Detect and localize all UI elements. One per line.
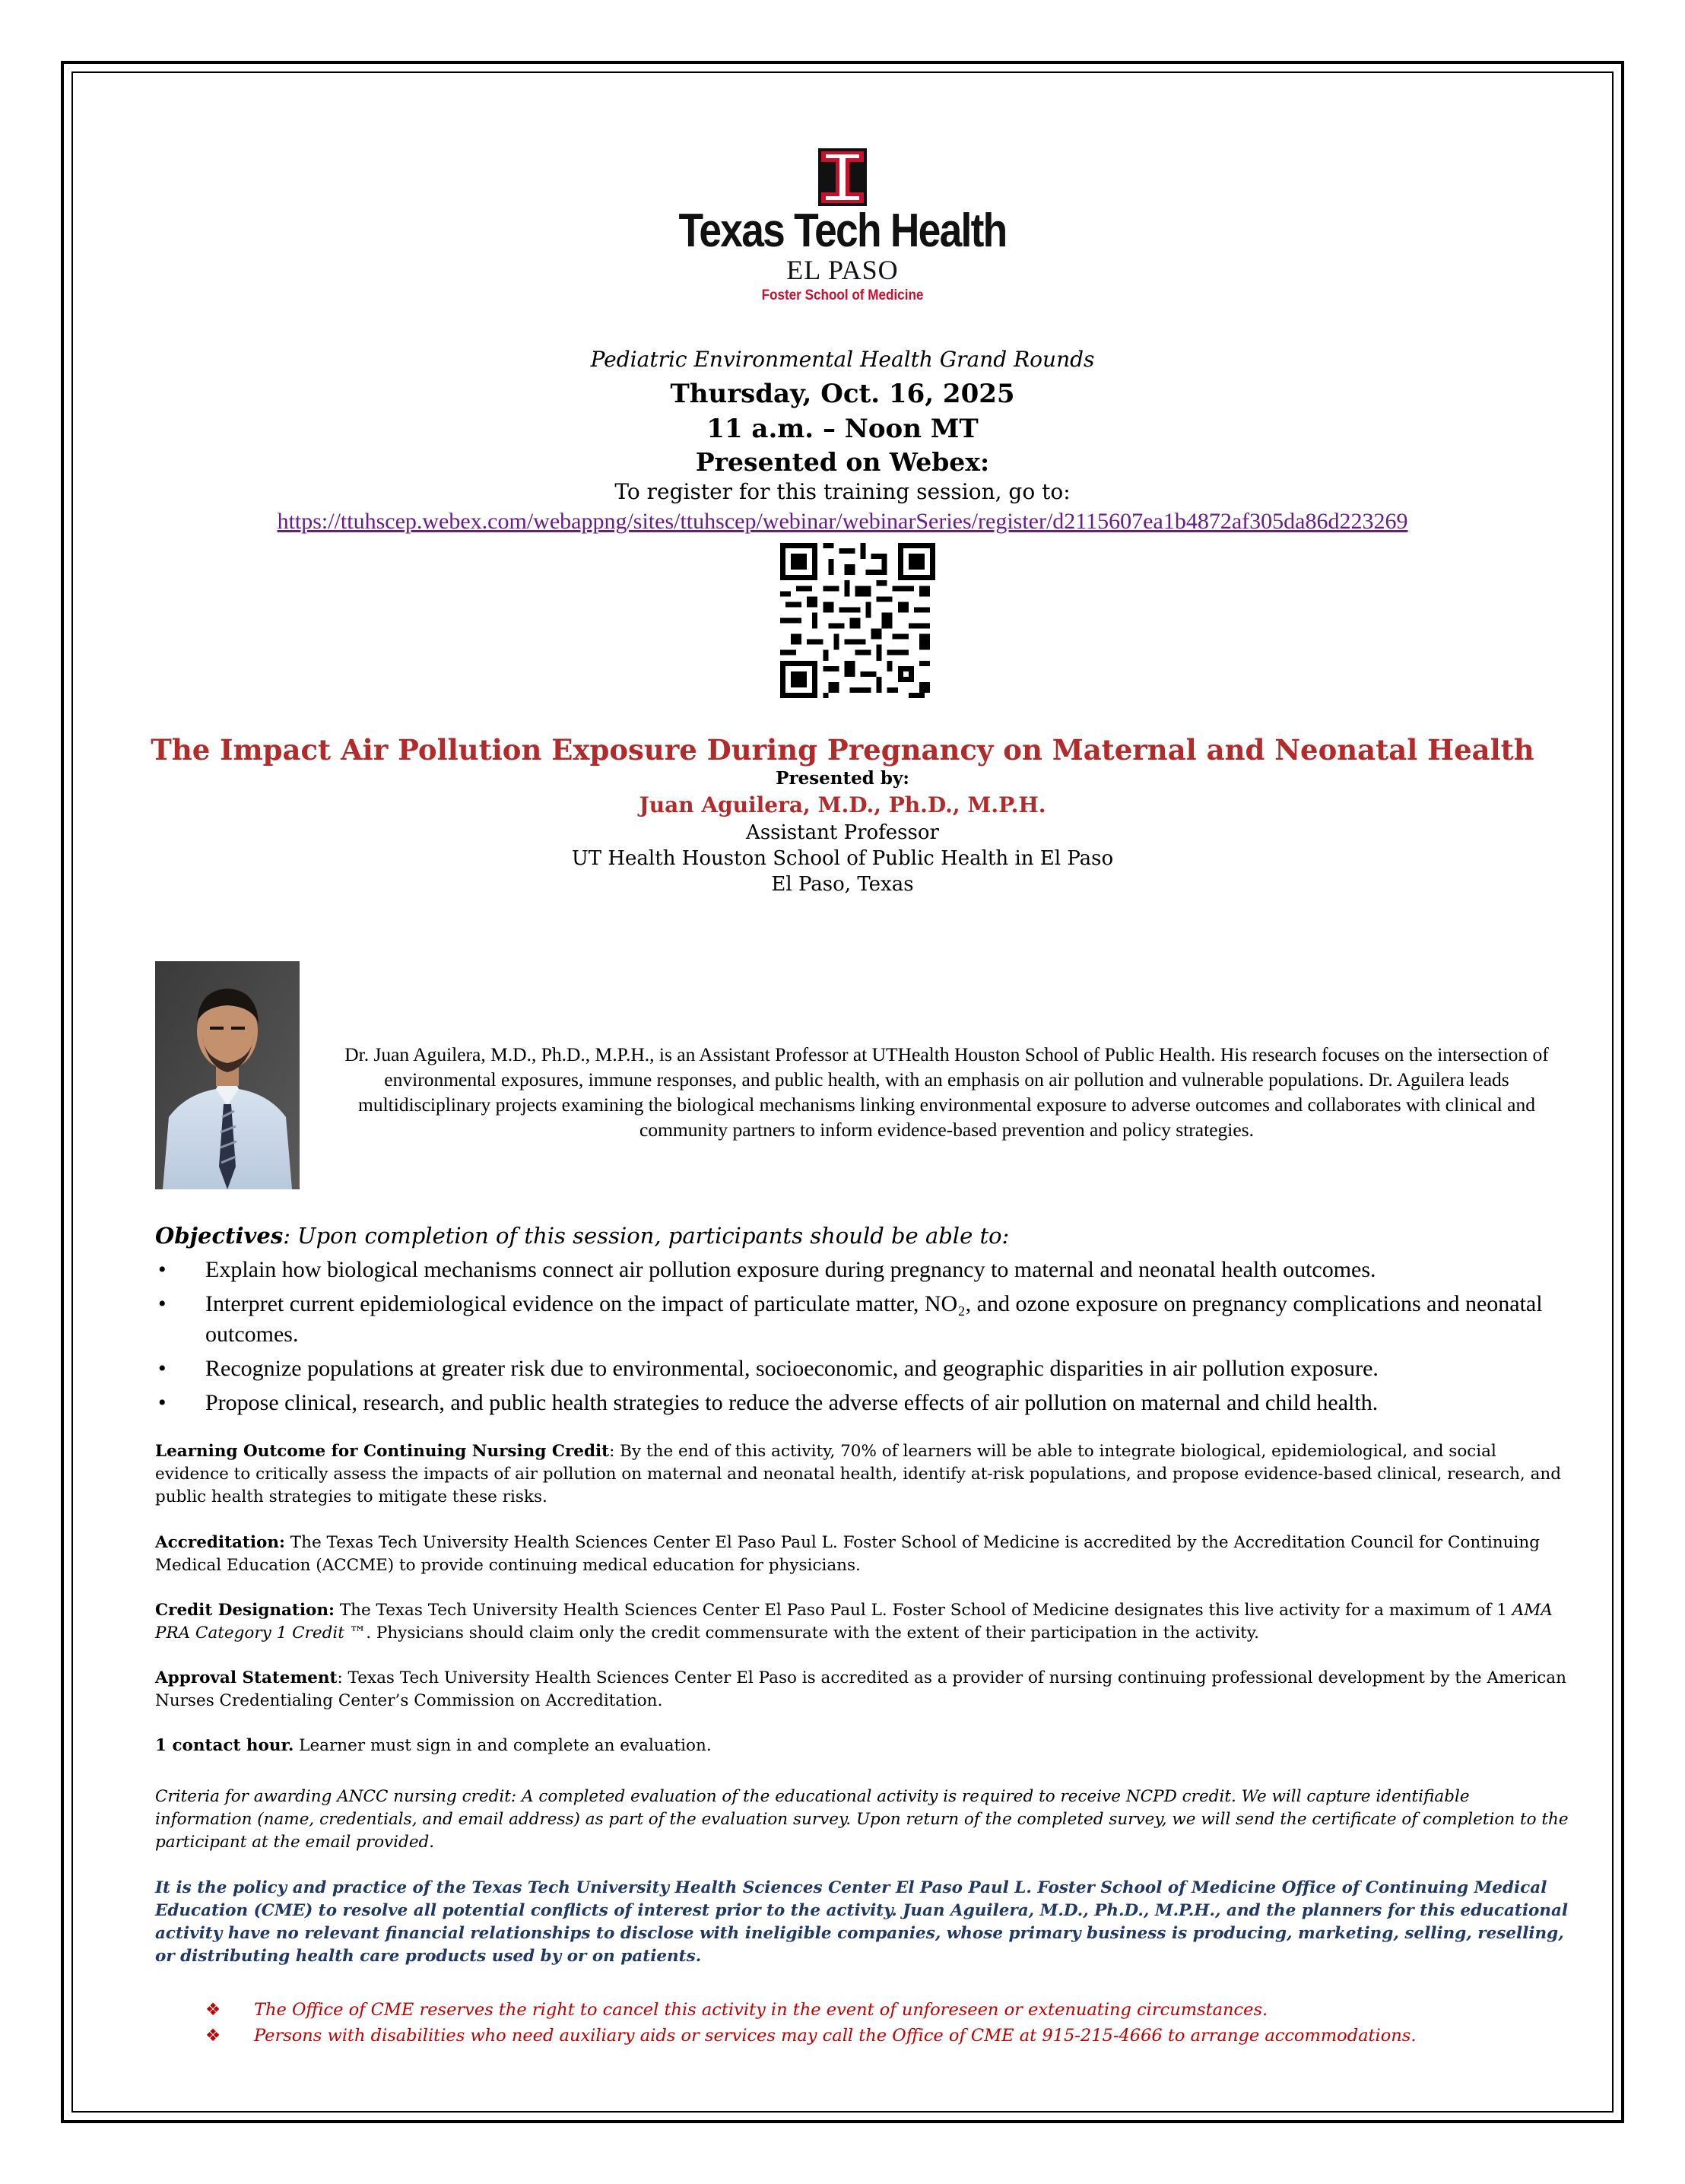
objective-item xyxy=(155,1255,1577,1285)
event-date: Thursday, Oct. 16, 2025 xyxy=(670,379,1015,409)
accreditation xyxy=(155,1532,1569,1577)
speaker-photo xyxy=(155,961,300,1189)
notices-list xyxy=(205,1997,1574,2049)
talk-title: The Impact Air Pollution Exposure During Pregnancy on Maternal and Neonatal Health xyxy=(151,733,1534,767)
objectives-intro: : Upon completion of this session, participants should be able to: xyxy=(283,1223,1010,1249)
logo-campus: EL PASO xyxy=(786,255,899,285)
contact-hour xyxy=(155,1735,1569,1757)
register-instructions: To register for this training session, go to: xyxy=(614,479,1071,504)
credit-text-after: . Physicians should claim only the credit commensurate with the extent of their participation in the activity. xyxy=(366,1624,1259,1643)
bullet-icon: • xyxy=(158,1390,167,1415)
notice-item xyxy=(205,1997,1574,2023)
diamond-bullet-icon: ❖ xyxy=(205,2000,221,2020)
event-time: 11 a.m. – Noon MT xyxy=(706,414,979,444)
conflict-of-interest-policy: It is the policy and practice of the Texas Tech University Health Sciences Center El Paso Paul L. Foster School of Medicine Office of Continuing Medical Education (CME) to resolve all potential conflicts of interest prior to the activity. Juan Aguilera, M.D., Ph.D., M.P.H., and the planners for this educational activity have no relevant financial relationships to disclose with ineligible companies, whose primary business is producing, marketing, selling, reselling, or distributing health care products used by or on patients. xyxy=(155,1878,1569,1966)
speaker-name: Juan Aguilera, M.D., Ph.D., M.P.H. xyxy=(639,792,1046,817)
objectives-heading xyxy=(155,1223,1600,1249)
approval-statement xyxy=(155,1667,1569,1713)
objective-item xyxy=(155,1354,1577,1384)
register-link[interactable]: https://ttuhscep.webex.com/webappng/sites/ttuhscep/webinar/webinarSeries/register/d2115607ea1b4872af305da86d223269 xyxy=(277,509,1408,534)
event-platform: Presented on Webex: xyxy=(695,447,990,477)
speaker-location: El Paso, Texas xyxy=(771,873,914,896)
credit-name: AMA PRA Category 1 Credit ™ xyxy=(155,1601,1553,1643)
credit-text-before: The Texas Tech University Health Sciences Center El Paso Paul L. Foster School of Medicine designates this live activity for a maximum of 1 xyxy=(334,1601,1512,1620)
contact-text: Learner must sign in and complete an evaluation. xyxy=(294,1736,712,1755)
nursing-credit-criteria: Criteria for awarding ANCC nursing credit: A completed evaluation of the educational activity is required to receive NCPD credit. We will capture identifiable information (name, credentials, and email address) as part of the evaluation survey. Upon return of the completed survey, we will send the certificate of completion to the participant at the email provided. xyxy=(155,1787,1569,1852)
accreditation-text: The Texas Tech University Health Sciences Center El Paso Paul L. Foster School of Medicine is accredited by the Accreditation Council for Continuing Medical Education (ACCME) to provide continuing medical education for physicians. xyxy=(155,1533,1540,1575)
objective-item xyxy=(155,1388,1577,1418)
double-t-logo-icon xyxy=(818,148,867,206)
objective-text: Explain how biological mechanisms connect air pollution exposure during pregnancy to maternal and neonatal health outcomes. xyxy=(205,1257,1376,1282)
logo-school: Foster School of Medicine xyxy=(761,287,924,303)
objective-item xyxy=(155,1289,1577,1350)
objective-text: Propose clinical, research, and public health strategies to reduce the adverse effects of air pollution on maternal and child health. xyxy=(205,1390,1379,1415)
speaker-bio: Dr. Juan Aguilera, M.D., Ph.D., M.P.H., is an Assistant Professor at UTHealth Houston School of Public Health. His research focuses on the intersection of environmental exposures, immune responses, and public health, with an emphasis on air pollution and vulnerable populations. Dr. Aguilera leads multidisciplinary projects examining the biological mechanisms linking environmental exposure to adverse outcomes and collaborates with clinical and community partners to inform evidence-based prevention and policy strategies. xyxy=(344,1043,1549,1141)
qr-code-icon[interactable] xyxy=(780,543,935,698)
bullet-icon: • xyxy=(158,1291,167,1316)
contact-label: 1 contact hour. xyxy=(155,1736,294,1755)
notice-text: The Office of CME reserves the right to cancel this activity in the event of unforeseen or extenuating circumstances. xyxy=(254,2000,1268,2020)
notice-text: Persons with disabilities who need auxiliary aids or services may call the Office of CME at 915-215-4666 to arrange accommodations. xyxy=(254,2026,1417,2046)
speaker-role: Assistant Professor xyxy=(746,821,939,844)
learning-outcome xyxy=(155,1440,1569,1509)
speaker-organization: UT Health Houston School of Public Health in El Paso xyxy=(571,847,1114,870)
event-series: Pediatric Environmental Health Grand Rounds xyxy=(590,347,1095,372)
objective-text: Recognize populations at greater risk due to environmental, socioeconomic, and geographic disparities in air pollution exposure. xyxy=(205,1356,1379,1381)
notice-item xyxy=(205,2023,1574,2049)
bullet-icon: • xyxy=(158,1356,167,1381)
objective-text: Interpret current epidemiological evidence on the impact of particulate matter, NO₂, and ozone exposure on pregnancy complications and neonatal outcomes. xyxy=(205,1291,1543,1347)
bullet-icon: • xyxy=(158,1257,167,1282)
accreditation-label: Accreditation: xyxy=(155,1533,285,1552)
approval-label: Approval Statement xyxy=(155,1668,338,1687)
credit-designation xyxy=(155,1599,1569,1645)
learning-outcome-text: : By the end of this activity, 70% of learners will be able to integrate biological, epidemiological, and social evidence to critically assess the impacts of air pollution on maternal and neonatal health, identify at-risk populations, and propose evidence-based clinical, research, and public health strategies to mitigate these risks. xyxy=(155,1442,1562,1506)
approval-text: : Texas Tech University Health Sciences Center El Paso is accredited as a provider of nursing continuing professional development by the American Nurses Credentialing Center’s Commission on Accreditation. xyxy=(155,1668,1566,1710)
diamond-bullet-icon: ❖ xyxy=(205,2026,221,2046)
objectives-label: Objectives xyxy=(155,1223,284,1249)
logo-wordmark: Texas Tech Health xyxy=(678,205,1007,257)
presented-by-label: Presented by: xyxy=(776,768,909,789)
objectives-list xyxy=(155,1255,1577,1422)
learning-outcome-label: Learning Outcome for Continuing Nursing Credit xyxy=(155,1442,610,1461)
credit-label: Credit Designation: xyxy=(155,1601,335,1620)
